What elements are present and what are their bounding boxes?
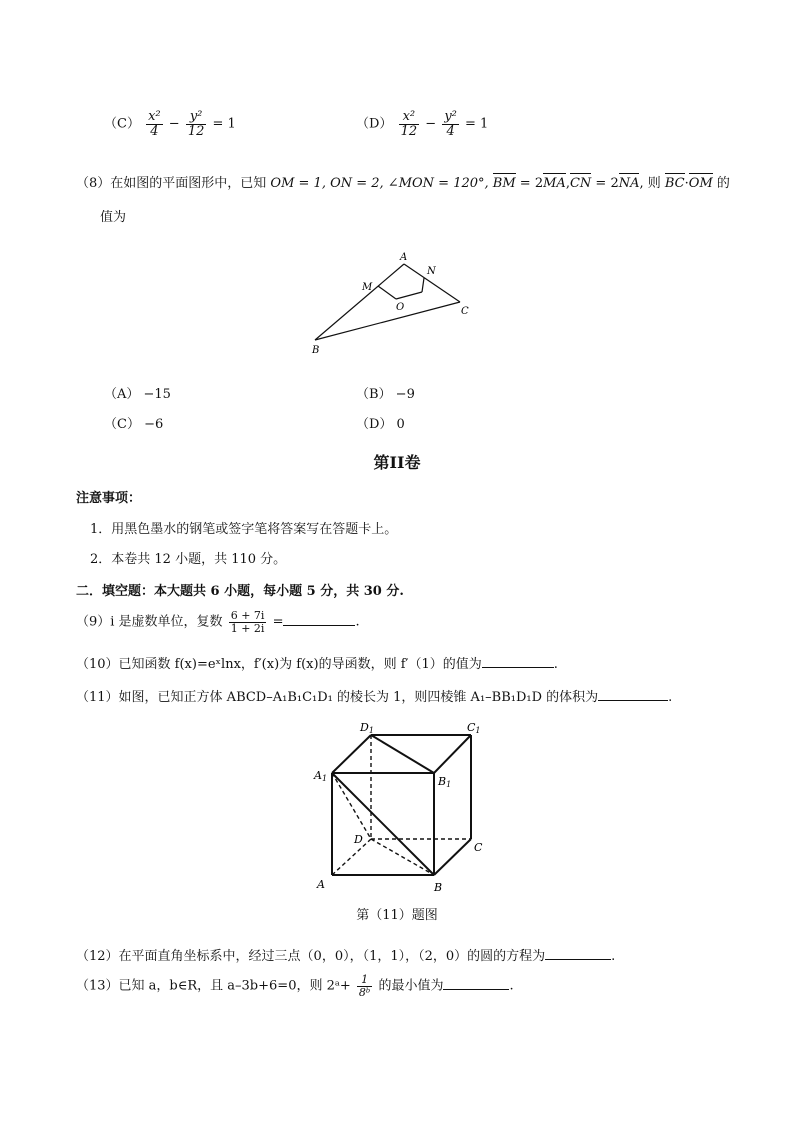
q12	[76, 945, 615, 964]
q8-option-c: （C） −6	[104, 417, 164, 432]
q9-prefix: （9）i 是虚数单位，复数	[76, 614, 223, 630]
period: .	[509, 978, 514, 994]
answer-blank[interactable]	[545, 959, 611, 960]
answer-blank[interactable]	[283, 625, 355, 626]
label-b1: B1	[438, 775, 452, 789]
denominator: 12	[400, 123, 418, 139]
fraction	[399, 110, 420, 138]
vector-om: OM	[688, 176, 713, 191]
hidden-edge-d-a	[332, 839, 371, 875]
fill-in-heading: 二．填空题：本大题共 6 小题，每小题 5 分，共 30 分.	[76, 584, 404, 599]
dot-product: ·	[684, 176, 689, 191]
diagonal-a1-b	[332, 773, 434, 875]
segment-on-lower	[396, 292, 422, 299]
q13	[76, 974, 514, 998]
period: .	[553, 657, 558, 672]
numerator: x²	[148, 109, 161, 124]
fraction	[357, 974, 372, 998]
label-m: M	[362, 282, 373, 293]
q8-option-d: （D） 0	[356, 417, 405, 432]
minus-sign: −	[425, 116, 437, 132]
q12-text: （12）在平面直角坐标系中，经过三点（0，0），（1，1），（2，0）的圆的方程为	[76, 949, 546, 964]
q8-option-b: （B） −9	[356, 387, 415, 402]
period: .	[355, 614, 360, 630]
q7-option-c	[104, 110, 236, 138]
vector-ma: MA	[543, 176, 566, 191]
equals: =	[272, 614, 284, 630]
q9	[76, 610, 360, 634]
denominator: 12	[187, 123, 205, 139]
notice-item-1: 1．用黑色墨水的钢笔或签字笔将答案写在答题卡上。	[90, 522, 398, 537]
label-c1: C1	[467, 721, 481, 735]
q11-cube-figure	[305, 715, 495, 900]
equation-rhs: = 1	[465, 116, 489, 132]
fraction	[442, 110, 459, 138]
label-c: C	[461, 306, 469, 317]
label-c: C	[474, 841, 483, 854]
q13-suffix: 的最小值为	[378, 978, 444, 994]
label-b: B	[312, 345, 320, 356]
comma: ,	[565, 176, 570, 191]
denominator: 8ᵇ	[358, 985, 371, 999]
q8-line2: 值为	[100, 210, 127, 225]
fraction	[186, 110, 207, 138]
label-d: D	[354, 833, 363, 846]
minus-sign: −	[168, 116, 180, 132]
vector-bm: BM	[492, 176, 516, 191]
vector-na: NA	[618, 176, 640, 191]
then-text: , 则	[639, 176, 665, 191]
answer-blank[interactable]	[443, 989, 509, 990]
q13-prefix: （13）已知 a，b∈R，且 a–3b+6=0，则 2ᵃ+	[76, 978, 351, 994]
label-a: A	[317, 878, 325, 891]
numerator: 1	[357, 974, 372, 987]
period: .	[611, 949, 616, 964]
section-title: 第II卷	[373, 453, 421, 472]
notice-item-2: 2．本卷共 12 小题，共 110 分。	[90, 552, 287, 567]
fraction	[146, 110, 163, 138]
q8-conditions: OM = 1, ON = 2, ∠MON = 120°,	[270, 176, 489, 191]
numerator: x²	[399, 110, 420, 125]
label-n: N	[427, 266, 436, 277]
label-b: B	[434, 881, 443, 894]
q8-tail: 的	[712, 176, 730, 191]
segment-on	[422, 278, 424, 292]
option-label: （D）	[356, 116, 393, 132]
label-d1: D1	[360, 721, 374, 735]
notice-heading: 注意事项：	[76, 491, 142, 506]
diagonal-d1-b1	[371, 735, 434, 773]
q8-option-a: （A） −15	[104, 387, 171, 402]
answer-blank[interactable]	[482, 667, 554, 668]
q8-stem	[76, 172, 730, 191]
q11-figure-caption: 第（11）题图	[356, 908, 438, 923]
q10-text: （10）已知函数 f(x)=eˣlnx，f′(x)为 f(x)的导函数，则 f′（1）的值为	[76, 657, 482, 672]
denominator: 4	[446, 123, 455, 139]
q10	[76, 653, 558, 672]
segment-mo	[378, 286, 396, 299]
label-a1: A1	[314, 769, 328, 783]
vector-cn: CN	[569, 176, 592, 191]
denominator: 4	[150, 123, 159, 139]
numerator: 6 + 7i	[230, 609, 265, 622]
q11	[76, 686, 672, 705]
q11-text: （11）如图，已知正方体 ABCD–A₁B₁C₁D₁ 的棱长为 1，则四棱锥 A₁–BB₁D₁D 的体积为	[76, 690, 599, 705]
option-label: （C）	[104, 116, 140, 132]
label-a: A	[400, 252, 408, 263]
edge-a1-d1	[332, 735, 371, 773]
q8-figure	[300, 240, 490, 360]
equation-rhs: = 1	[212, 116, 236, 132]
equals: = 2	[515, 176, 544, 191]
equals: = 2	[591, 176, 619, 191]
period: .	[668, 690, 673, 705]
q7-option-d	[356, 110, 488, 138]
vector-bc: BC	[664, 176, 685, 191]
fraction	[229, 610, 267, 634]
label-o: O	[396, 302, 405, 313]
numerator: y²	[444, 109, 457, 124]
denominator: 1 + 2i	[230, 621, 265, 635]
edge-b-c	[434, 839, 471, 875]
numerator: y²	[186, 110, 207, 125]
edge-c1-b1	[434, 735, 471, 773]
answer-blank[interactable]	[598, 700, 668, 701]
q8-prefix: （8）在如图的平面图形中，已知	[76, 176, 267, 191]
